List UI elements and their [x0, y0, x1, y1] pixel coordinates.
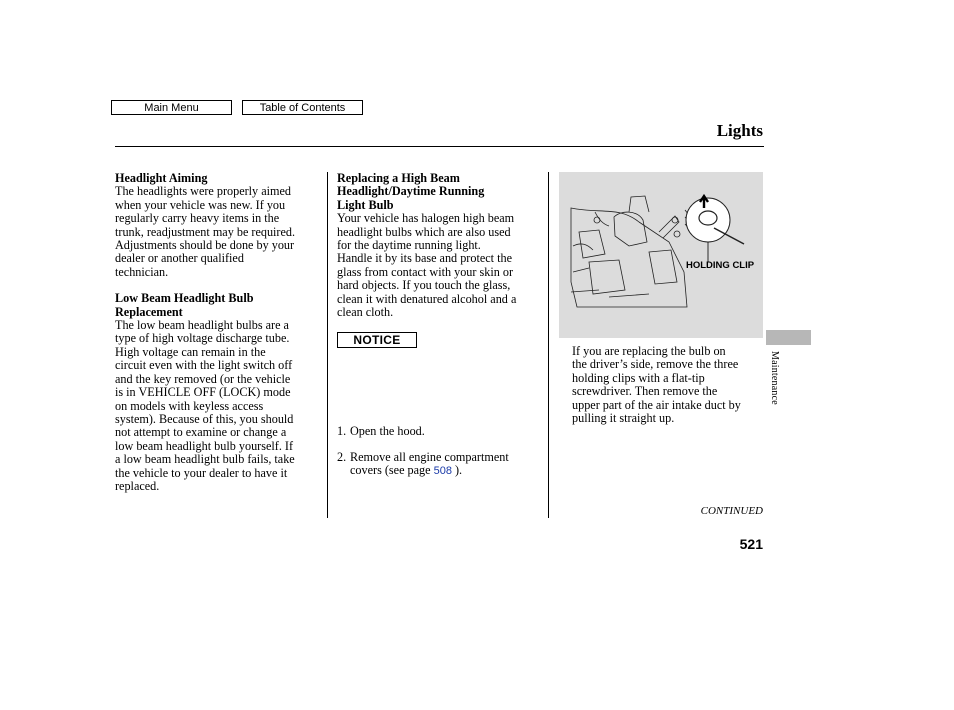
page-number: 521: [739, 536, 763, 552]
body-line: The headlights were properly aimed: [115, 184, 291, 199]
right-column: [572, 345, 764, 425]
holding-clip-label: HOLDING CLIP: [686, 260, 755, 271]
body-line: High voltage can remain in the: [115, 344, 266, 359]
engine-bay-illustration: [559, 172, 763, 338]
body-line: regularly carry heavy items in the: [115, 211, 280, 226]
body-line: Handle it by its base and protect the: [337, 251, 512, 266]
body-line: on models with keyless access: [115, 398, 264, 413]
page-508-link[interactable]: 508: [433, 465, 452, 478]
middle-column: [337, 172, 547, 319]
step-number: 2.: [337, 450, 347, 464]
body-line: The low beam headlight bulbs are a: [115, 318, 289, 333]
body-line: upper part of the air intake duct by: [572, 397, 741, 412]
body-line: technician.: [115, 264, 169, 279]
main-menu-button[interactable]: Main Menu: [111, 100, 232, 115]
body-line: pulling it straight up.: [572, 411, 675, 426]
body-line: circuit even with the light switch off: [115, 358, 293, 373]
body-line: trunk, readjustment may be required.: [115, 224, 296, 239]
step-1: [337, 425, 425, 438]
body-line: glass from contact with your skin or: [337, 264, 514, 279]
body-line: for the daytime running light.: [337, 238, 481, 253]
body-line: Your vehicle has halogen high beam: [337, 211, 515, 226]
notice-box: NOTICE: [337, 332, 417, 348]
body-line: a low beam headlight bulb fails, take: [115, 452, 295, 467]
body-line: the vehicle to your dealer to have it: [115, 465, 288, 480]
body-line: system). Because of this, you should: [115, 411, 294, 426]
body-line: is in VEHICLE OFF (LOCK) mode: [115, 385, 291, 400]
body-line: headlight bulbs which are also used: [337, 224, 511, 239]
section-heading-high-beam-2: Headlight/Daytime Running: [337, 184, 485, 199]
body-line: type of high voltage discharge tube.: [115, 331, 290, 346]
body-line: replaced.: [115, 478, 160, 493]
step-2: [337, 451, 509, 479]
body-line: clean it with denatured alcohol and a: [337, 291, 517, 306]
body-line: hard objects. If you touch the glass,: [337, 278, 511, 293]
body-line: If you are replacing the bulb on: [572, 344, 726, 358]
column-divider-2: [548, 172, 549, 518]
step-text: Remove all engine compartment: [350, 450, 509, 464]
body-line: the driver’s side, remove the three: [572, 357, 739, 372]
section-heading-low-beam-2: Replacement: [115, 304, 183, 319]
step-text: Open the hood.: [350, 424, 425, 438]
step-text-end: ).: [451, 463, 463, 478]
section-side-label: Maintenance: [769, 351, 780, 405]
page-title: Lights: [716, 121, 763, 140]
body-line: low beam headlight bulb yourself. If: [115, 438, 294, 453]
section-heading-high-beam-3: Light Bulb: [337, 197, 394, 212]
body-line: screwdriver. Then remove the: [572, 384, 718, 399]
body-line: and the key removed (or the vehicle: [115, 371, 291, 386]
body-line: when your vehicle was new. If you: [115, 197, 286, 212]
engine-bay-drawing: [559, 172, 763, 338]
header-rule: [115, 146, 764, 147]
body-line: holding clips with a flat-tip: [572, 370, 705, 385]
body-line: dealer or another qualified: [115, 251, 244, 266]
body-line: clean cloth.: [337, 305, 394, 320]
step-number: 1.: [337, 424, 347, 438]
left-column: [115, 172, 325, 493]
table-of-contents-button[interactable]: Table of Contents: [242, 100, 363, 115]
step-text-cont: covers (see page: [350, 463, 434, 478]
section-heading-headlight-aiming: Headlight Aiming: [115, 171, 208, 185]
section-heading-low-beam: Low Beam Headlight Bulb: [115, 291, 254, 306]
body-line: not attempt to examine or change a: [115, 425, 287, 440]
section-tab: [766, 330, 811, 345]
section-heading-high-beam: Replacing a High Beam: [337, 171, 460, 185]
column-divider-1: [327, 172, 328, 518]
body-line: Adjustments should be done by your: [115, 238, 295, 253]
continued-label: CONTINUED: [700, 505, 763, 517]
